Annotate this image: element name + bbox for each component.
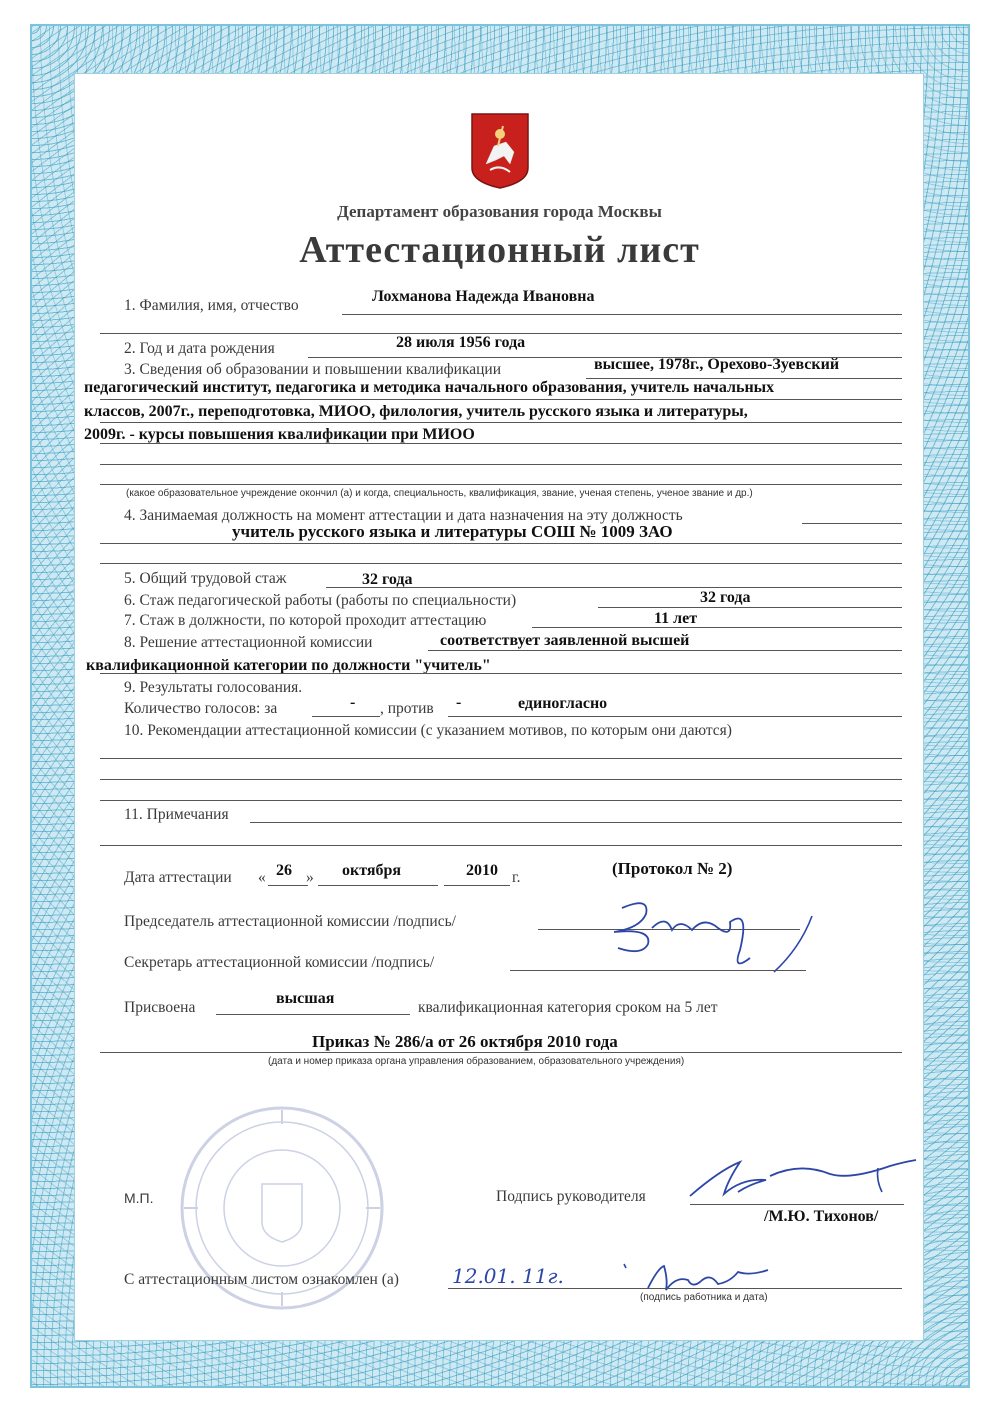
year-line [444,885,510,886]
field-8-value-2: квалификационной категории по должности "учитель" [86,657,491,674]
date-quote-open: « [258,869,266,886]
votes-against-line [448,716,902,717]
order-hint: (дата и номер приказа органа управления образованием, образовательного учреждения) [268,1056,685,1067]
field-9-label: 9. Результаты голосования. [124,679,303,696]
votes-for-line [312,716,380,717]
field-3-value-3: классов, 2007г., переподготовка, МИОО, филология, учитель русского языка и литературы, [84,403,748,420]
votes-against: - [456,694,462,711]
day-line [268,885,308,886]
votes-against-label: , против [380,700,434,717]
field-8-line-2 [100,673,902,674]
field-7-line [532,627,902,628]
field-3-line-6 [100,484,902,485]
assigned-category: высшая [276,990,335,1007]
head-signature [680,1150,930,1215]
votes-label: Количество голосов: за [124,700,278,717]
acquainted-hint: (подпись работника и дата) [640,1292,768,1303]
votes-for: - [350,694,356,711]
month-line [318,885,438,886]
attestation-year-suffix: г. [512,869,521,886]
field-11-label: 11. Примечания [124,806,229,823]
field-3-line-3 [100,422,902,423]
field-4-line-2 [100,543,902,544]
field-4-value: учитель русского языка и литературы СОШ № 1009 ЗАО [232,522,673,541]
acquainted-label: С аттестационным листом ознакомлен (а) [124,1271,399,1288]
chairman-signature-label: Председатель аттестационной комиссии /подпись/ [124,913,456,930]
field-10-line-2 [100,779,902,780]
field-2-value: 28 июля 1956 года [396,334,526,351]
field-4-line-1 [802,523,902,524]
order-line [100,1052,902,1053]
field-3-value-2: педагогический институт, педагогика и методика начального образования, учитель начальных [84,379,775,396]
department-name: Департамент образования города Москвы [337,202,662,221]
field-7-label: 7. Стаж в должности, по которой проходит аттестацию [124,612,487,629]
field-3-line-2 [100,399,902,400]
field-8-label: 8. Решение аттестационной комиссии [124,634,373,651]
field-7-value: 11 лет [654,610,698,627]
protocol-number: (Протокол № 2) [612,859,733,878]
field-3-line-5 [100,464,902,465]
stamp-place-label: М.П. [124,1190,154,1206]
field-6-line [598,607,902,608]
secretary-line [510,970,806,971]
field-8-value-1: соответствует заявленной высшей [440,632,690,649]
field-11-line-1 [250,822,902,823]
field-2-label: 2. Год и дата рождения [124,340,275,357]
assigned-label: Присвоена [124,999,196,1016]
field-1-label: 1. Фамилия, имя, отчество [124,297,299,314]
order-text: Приказ № 286/а от 26 октября 2010 года [312,1032,618,1051]
field-4-line-3 [100,563,902,564]
attestation-day: 26 [276,862,292,879]
field-6-value: 32 года [700,589,751,606]
page-title: Аттестационный лист [299,229,700,271]
field-10-line-3 [100,800,902,801]
assigned-line [216,1014,410,1015]
moscow-emblem-icon [470,112,530,190]
field-6-label: 6. Стаж педагогической работы (работы по специальности) [124,592,517,609]
secretary-signature-label: Секретарь аттестационной комиссии /подпись/ [124,954,435,971]
head-name: /М.Ю. Тихонов/ [764,1208,879,1225]
field-3-value-4: 2009г. - курсы повышения квалификации при МИОО [84,426,475,443]
attestation-month: октября [342,862,402,879]
attestation-year: 2010 [466,862,498,879]
field-5-value: 32 года [362,571,413,588]
field-1-line [342,314,902,315]
field-8-line-1 [428,650,902,651]
field-5-line [326,587,902,588]
acquainted-date: 12.01. 11г. [452,1264,564,1288]
field-5-label: 5. Общий трудовой стаж [124,570,287,587]
chairman-signature [600,888,830,993]
field-4-label: 4. Занимаемая должность на момент аттестации и дата назначения на эту должность [124,507,683,524]
field-3-value-1: высшее, 1978г., Орехово-Зуевский [594,356,840,373]
acquainted-line [448,1288,902,1289]
field-3-line-4 [100,443,902,444]
field-11-line-2 [100,845,902,846]
head-signature-label: Подпись руководителя [496,1188,646,1205]
field-3-hint: (какое образовательное учреждение окончил (а) и когда, специальность, квалификация, звание, ученая степень, ученое звание и др.) [126,488,753,499]
assigned-tail: квалификационная категория сроком на 5 лет [418,999,718,1016]
field-3-label: 3. Сведения об образовании и повышении квалификации [124,361,502,378]
field-1-value: Лохманова Надежда Ивановна [372,288,595,305]
field-10-label: 10. Рекомендации аттестационной комиссии (с указанием мотивов, по которым они даются) [124,722,732,739]
votes-result: единогласно [518,695,608,712]
date-quote-close: » [306,869,314,886]
field-10-line-1 [100,758,902,759]
attestation-date-label: Дата аттестации [124,869,232,886]
